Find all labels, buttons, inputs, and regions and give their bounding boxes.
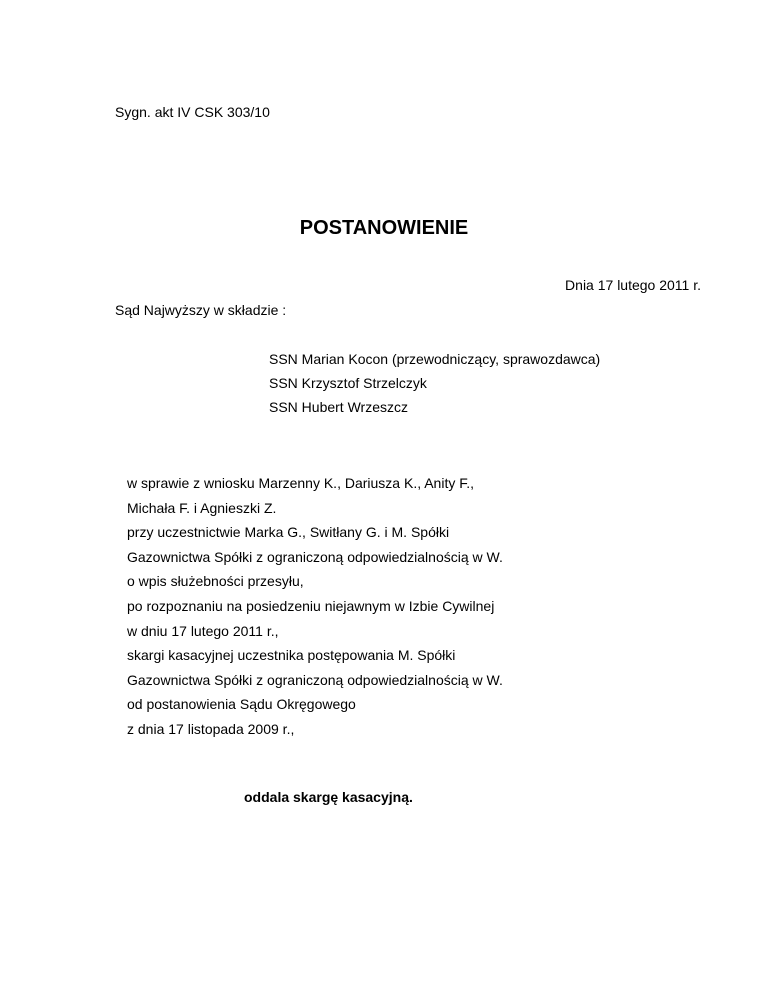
case-line: Gazownictwa Spółki z ograniczoną odpowiedzialnością w W. <box>127 548 503 565</box>
judge-name: SSN Krzysztof Strzelczyk <box>269 375 427 391</box>
case-line: w dniu 17 lutego 2011 r., <box>127 622 279 639</box>
case-line: przy uczestnictwie Marka G., Switłany G. i M. Spółki <box>127 524 450 541</box>
case-line: skargi kasacyjnej uczestnika postępowania M. Spółki <box>127 647 456 664</box>
case-description <box>127 471 503 742</box>
case-line: o wpis służebności przesyłu, <box>127 573 304 590</box>
case-line: Michała F. i Agnieszki Z. <box>127 499 277 516</box>
case-line: w sprawie z wniosku Marzenny K., Dariusza K., Anity F., <box>127 475 475 491</box>
judge-name: SSN Hubert Wrzeszcz <box>269 399 408 415</box>
case-line: Gazownictwa Spółki z ograniczoną odpowiedzialnością w W. <box>127 671 503 688</box>
judges-list <box>269 347 600 419</box>
document-title: POSTANOWIENIE <box>299 217 469 239</box>
case-signature: Sygn. akt IV CSK 303/10 <box>115 104 270 120</box>
document-date: Dnia 17 lutego 2011 r. <box>565 277 701 293</box>
ruling-text: oddala skargę kasacyjną. <box>244 789 413 805</box>
judge-name: SSN Marian Kocon (przewodniczący, sprawozdawca) <box>269 351 601 367</box>
case-line: od postanowienia Sądu Okręgowego <box>127 696 356 713</box>
case-line: z dnia 17 listopada 2009 r., <box>127 720 295 737</box>
court-composition-label: Sąd Najwyższy w składzie : <box>115 302 287 318</box>
case-line: po rozpoznaniu na posiedzeniu niejawnym w Izbie Cywilnej <box>127 597 495 614</box>
